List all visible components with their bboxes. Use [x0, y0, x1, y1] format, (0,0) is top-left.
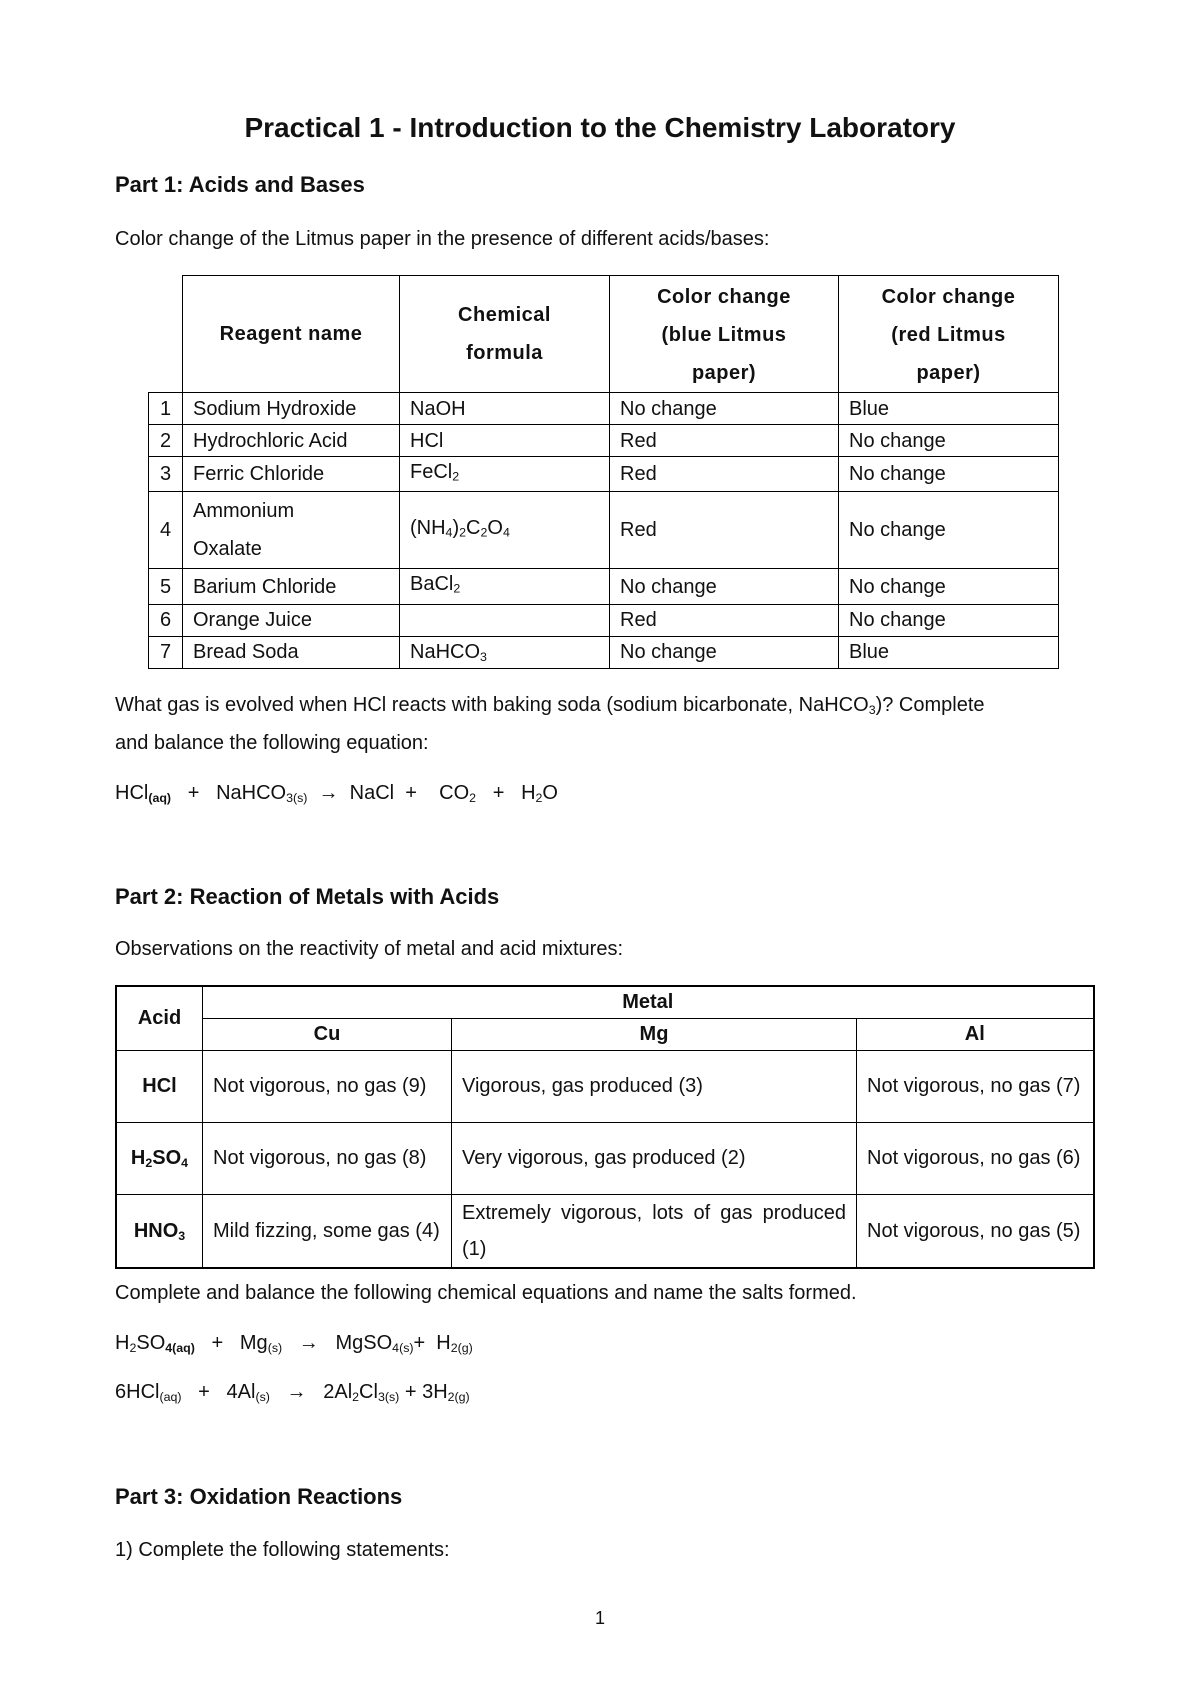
table-row [149, 569, 1059, 604]
row-number: 5 [149, 569, 183, 604]
reagent-name: Ferric Chloride [183, 457, 400, 492]
part1-intro: Color change of the Litmus paper in the presence of different acids/bases: [115, 228, 770, 250]
equation-h2so4-mg: $H_2SO_{4(aq)} + Mg_{(s)}$ → MgSO$_{4(s)}$+ $H_{2(g)}$ [115, 1332, 473, 1356]
table-row [116, 1050, 1094, 1122]
table-row [149, 604, 1059, 636]
row-number: 3 [149, 457, 183, 492]
chemical-formula: HCl [400, 425, 610, 457]
blue-litmus-result: No change [610, 636, 839, 668]
part2-instruction: Complete and balance the following chemical equations and name the salts formed. [115, 1282, 857, 1304]
reagent-name: Ammonium Oxalate [183, 492, 400, 569]
header-blue-litmus: Color change (blue Litmus paper) [610, 276, 839, 393]
red-litmus-result: No change [839, 425, 1059, 457]
table-row [116, 1122, 1094, 1194]
al-observation: Not vigorous, no gas (5) [857, 1194, 1094, 1268]
chemical-formula: (NH4)2C2O4 [400, 492, 610, 569]
table-row [149, 636, 1059, 668]
red-litmus-result: No change [839, 457, 1059, 492]
chemical-formula: NaOH [400, 393, 610, 425]
reagent-name: Orange Juice [183, 604, 400, 636]
row-number: 2 [149, 425, 183, 457]
red-litmus-result: No change [839, 569, 1059, 604]
blue-litmus-result: Red [610, 425, 839, 457]
row-number: 6 [149, 604, 183, 636]
header-cu: Cu [203, 1018, 452, 1050]
header-al: Al [857, 1018, 1094, 1050]
reagent-name: Barium Chloride [183, 569, 400, 604]
cu-observation: Mild fizzing, some gas (4) [203, 1194, 452, 1268]
red-litmus-result: Blue [839, 636, 1059, 668]
table-row [149, 492, 1059, 569]
row-number: 7 [149, 636, 183, 668]
part3-item-1: 1) Complete the following statements: [115, 1539, 450, 1561]
mg-observation: Extremely vigorous, lots of gas produced (1) [452, 1194, 857, 1268]
mg-observation: Vigorous, gas produced (3) [452, 1050, 857, 1122]
al-observation: Not vigorous, no gas (6) [857, 1122, 1094, 1194]
acid-name: $H_2SO_4$ [116, 1122, 203, 1194]
blank-header-cell [149, 276, 183, 393]
reagent-name: Sodium Hydroxide [183, 393, 400, 425]
chemical-formula: BaCl2 [400, 569, 610, 604]
header-formula: Chemical formula [400, 276, 610, 393]
chemical-formula: NaHCO$_3$ [400, 636, 610, 668]
row-number: 4 [149, 492, 183, 569]
part2-intro: Observations on the reactivity of metal and acid mixtures: [115, 938, 624, 960]
header-reagent: Reagent name [183, 276, 400, 393]
acid-name: HCl [116, 1050, 203, 1122]
part3-heading: Part 3: Oxidation Reactions [115, 1484, 403, 1509]
chemical-formula: FeCl2 [400, 457, 610, 492]
table-row [149, 457, 1059, 492]
litmus-table [148, 275, 1059, 669]
red-litmus-result: Blue [839, 393, 1059, 425]
equation-hcl-nahco3: HCl$_{(aq)}$ + NaHCO$_{3(s)}$ → NaCl + $CO_2 + H_2O$ [115, 782, 558, 806]
reagent-name: Hydrochloric Acid [183, 425, 400, 457]
blue-litmus-result: Red [610, 604, 839, 636]
table-row [149, 425, 1059, 457]
blue-litmus-result: Red [610, 457, 839, 492]
row-number: 1 [149, 393, 183, 425]
reagent-name: Bread Soda [183, 636, 400, 668]
equation-hcl-al: $6HCl_{(aq)} + 4Al_{(s)} \to 2Al_2Cl_{3(s)} + 3H_{2(g)}$ [115, 1381, 470, 1405]
table-row [116, 1194, 1094, 1268]
metals-acids-table [115, 985, 1095, 1269]
chemical-formula [400, 604, 610, 636]
cu-observation: Not vigorous, no gas (9) [203, 1050, 452, 1122]
red-litmus-result: No change [839, 492, 1059, 569]
cu-observation: Not vigorous, no gas (8) [203, 1122, 452, 1194]
blue-litmus-result: No change [610, 569, 839, 604]
header-metal: Metal [203, 986, 1094, 1018]
red-litmus-result: No change [839, 604, 1059, 636]
part1-heading: Part 1: Acids and Bases [115, 172, 365, 197]
al-observation: Not vigorous, no gas (7) [857, 1050, 1094, 1122]
mg-observation: Very vigorous, gas produced (2) [452, 1122, 857, 1194]
question-line-2: and balance the following equation: [115, 732, 429, 754]
part2-heading: Part 2: Reaction of Metals with Acids [115, 884, 500, 909]
table-row [149, 393, 1059, 425]
page-title: Practical 1 - Introduction to the Chemistry Laboratory [244, 112, 956, 143]
header-red-litmus: Color change (red Litmus paper) [839, 276, 1059, 393]
acid-name: $HNO_3$ [116, 1194, 203, 1268]
page-number: 1 [594, 1608, 605, 1628]
question-line-1: What gas is evolved when HCl reacts with baking soda (sodium bicarbonate, NaHCO$_3$)? Complete [115, 694, 985, 718]
header-mg: Mg [452, 1018, 857, 1050]
header-acid: Acid [116, 986, 203, 1050]
blue-litmus-result: Red [610, 492, 839, 569]
blue-litmus-result: No change [610, 393, 839, 425]
